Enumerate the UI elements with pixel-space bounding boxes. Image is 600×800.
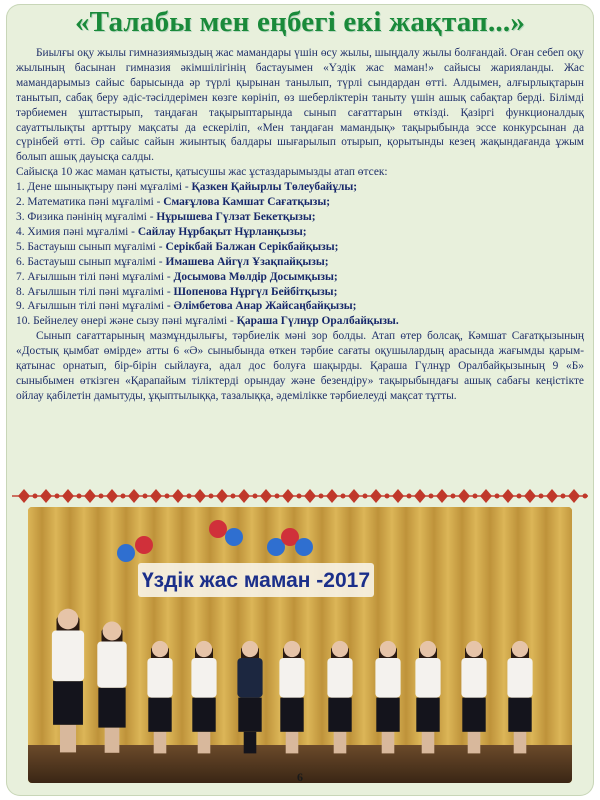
participant-role: 9. Ағылшын тілі пәні мұғалімі -: [16, 300, 171, 313]
participant-role: 8. Ағылшын тілі пәні мұғалімі -: [16, 285, 171, 298]
participant-role: 5. Бастауыш сынып мұғалімі -: [16, 240, 163, 253]
participant-item: [16, 270, 584, 285]
participant-name: Әлімбетова Анар Жайсаңбайқызы;: [173, 300, 357, 313]
participant-name: Шопенова Нұргүл Бейбітқызы;: [173, 285, 338, 298]
banner-text: Үздік жас маман -2017: [141, 569, 371, 592]
participant-item: [16, 180, 584, 195]
participant-name: Қараша Гүлнұр Оралбайқызы.: [236, 315, 399, 328]
participant-item: [16, 240, 584, 255]
event-photo: [28, 507, 572, 783]
participant-name: Серікбай Балжан Серікбайқызы;: [165, 240, 339, 253]
article-body: [16, 46, 584, 404]
participant-item: [16, 225, 584, 240]
participant-role: 6. Бастауыш сынып мұғалімі -: [16, 255, 163, 268]
participant-role: 3. Физика пәнінің мұғалімі -: [16, 210, 154, 223]
ornament-pattern-icon: [12, 486, 588, 506]
participant-role: 4. Химия пәні мұғалімі -: [16, 225, 135, 238]
participant-item: [16, 255, 584, 270]
participant-item: [16, 210, 584, 225]
participant-name: Қазкен Қайырлы Төлеубайұлы;: [191, 181, 358, 194]
participant-item: [16, 195, 584, 210]
participant-name: Нұрышева Гүлзат Бекетқызы;: [156, 210, 316, 223]
page-frame: [6, 4, 594, 796]
participant-item: [16, 314, 584, 329]
participant-role: 2. Математика пәні мұғалімі -: [16, 196, 161, 209]
participant-item: [16, 285, 584, 300]
participant-name: Сайлау Нұрбақыт Нұрланқызы;: [137, 225, 307, 238]
participant-name: Смағұлова Камшат Сағатқызы;: [163, 196, 331, 209]
article-headline: «Талабы мен еңбегі екі жақтап...»: [74, 6, 526, 38]
participant-role: 1. Дене шынықтыру пәні мұғалімі -: [16, 181, 189, 194]
closing-paragraph: Сынып сағаттарының мазмұндылығы, тәрбиелік мәні зор болды. Атап өтер болсақ, Кәмшат Сағатқызының «Достық қымбат өмірде» атты 6 «Ә» сыныбында өткен тәрбие сағаты оқушылардың арасында жағымды қарым-қатынас орнатып, бір-бірін сыйлауға, адал дос болуға шақырды. Қараша Гүлнұр Оралбайқызының 9 «Б» сыныбымен өткізген «Қарапайым тіліктерді орындау және безендіру» тақырыбындағы ашық сабағы кеңістікте ойлау қабілетін дамытуды, ұқыптылыққа, тазалыққа, әдемілікке тәрбиелеуді мақсат тұтты.: [16, 330, 584, 402]
page-number: 6: [297, 770, 303, 784]
participant-name: Досымова Мөлдір Досымқызы;: [173, 270, 338, 283]
participant-role: 10. Бейнелеу өнері және сызу пәні мұғалімі -: [16, 315, 234, 328]
participant-item: [16, 299, 584, 314]
participant-name: Имашева Айгүл Ұзақпайқызы;: [165, 255, 329, 268]
ornament-divider: [12, 485, 588, 507]
participant-role: 7. Ағылшын тілі пәні мұғалімі -: [16, 270, 171, 283]
participants-intro: Сайысқа 10 жас маман қатысты, қатысушы жас ұстаздарымызды атап өтсек:: [16, 166, 388, 179]
participants-list: [16, 180, 584, 329]
intro-paragraph: Биылғы оқу жылы гимназиямыздың жас мамандары үшін өсу жылы, шыңдалу жылы болғандай. Оған себеп оқу жылының басынан гимназия әкімшілігінің бастауымен «Үздік жас маман!» сайысы жарияланды. Жас мамандарымыз сайыс барысында әр түрлі қырынан танылып, түрлі сындардан өтті. Алдымен, алғырлықтарын танытып, сабақ беру әдіс-тәсілдерімен көзге көрініп, өз шеберліктерін таныту үшін ашық сабақтар берді. Білімді тәрбиемен ұштастырып, таңдаған тақырыптарында сынып сағаттарын өткізді. Қазіргі функционалдық сауаттылықты арттыру мақсаты да ескеріліп, «Мен таңдаған мамандық» тақырыбында эссе конкурсынан да сүрінбей өтті. Әр сайыс сайын жиынтық балдары шығарылып отырып, қорытынды кезең жақындағанда ұжым болып ашық дауысқа салды.: [16, 47, 584, 164]
